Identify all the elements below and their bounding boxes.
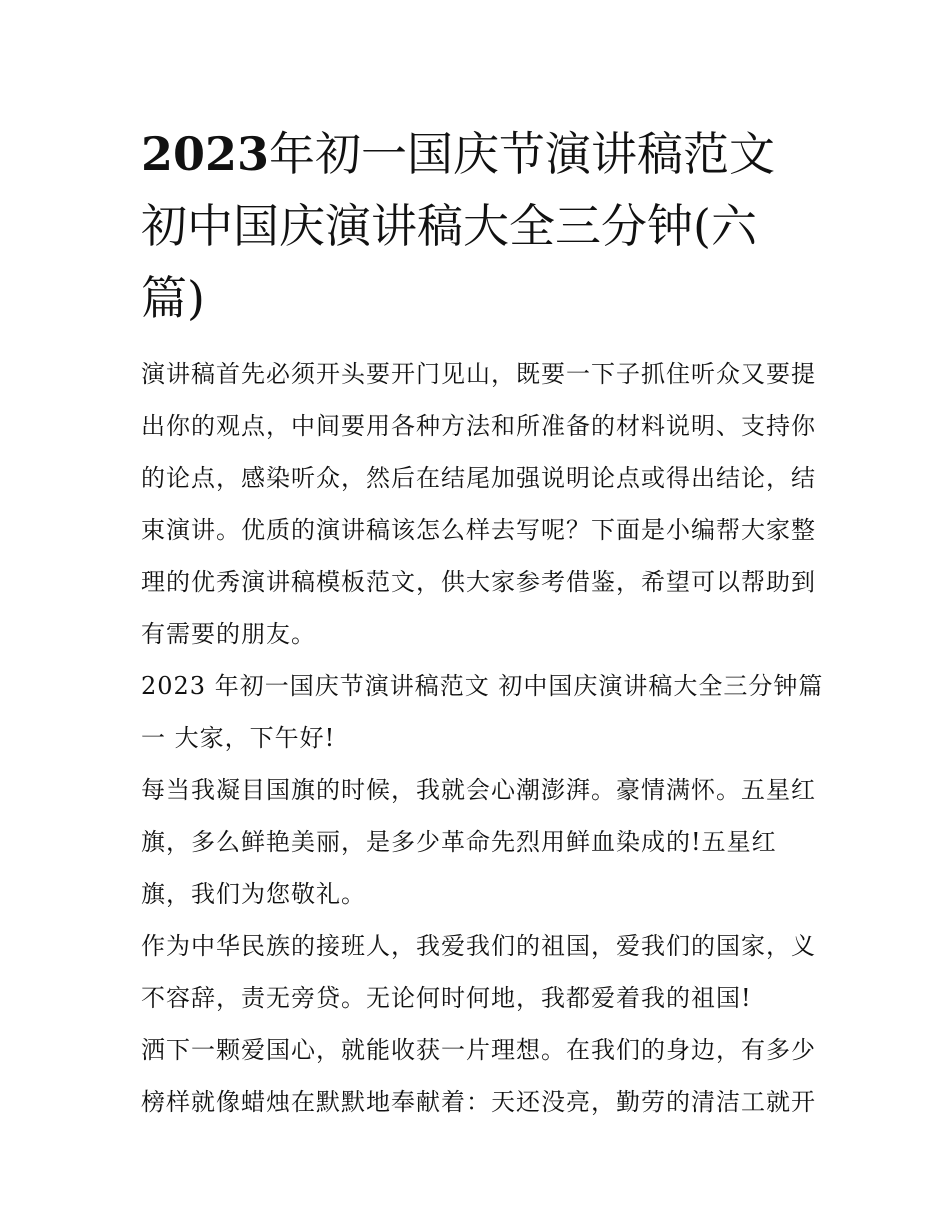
text-line: 每当我凝目国旗的时候，我就会心潮澎湃。豪情满怀。五星红 xyxy=(141,776,816,804)
paragraph-intro xyxy=(141,348,816,660)
text-line: 旗，多么鲜艳美丽，是多少革命先烈用鲜血染成的!五星红 xyxy=(141,828,777,856)
text-line: 出你的观点，中间要用各种方法和所准备的材料说明、支持你 xyxy=(141,412,816,440)
document-title xyxy=(141,118,813,334)
text-line: 作为中华民族的接班人，我爱我们的祖国，爱我们的国家，义 xyxy=(141,932,816,960)
title-line-3: 篇) xyxy=(141,271,205,325)
title-line-1-text: 年初一国庆节演讲稿范文 xyxy=(269,127,776,181)
text-line: 2023 年初一国庆节演讲稿范文 初中国庆演讲稿大全三分钟篇 xyxy=(141,672,824,700)
title-year: 2023 xyxy=(141,127,270,181)
document-page xyxy=(141,118,824,1128)
paragraph-successor xyxy=(141,920,816,1024)
text-line: 理的优秀演讲稿模板范文，供大家参考借鉴，希望可以帮助到 xyxy=(141,568,816,596)
paragraph-section-heading xyxy=(141,660,824,764)
text-line: 的论点，感染听众，然后在结尾加强说明论点或得出结论，结 xyxy=(141,464,816,492)
text-line: 有需要的朋友。 xyxy=(141,620,316,648)
text-line: 洒下一颗爱国心，就能收获一片理想。在我们的身边，有多少 xyxy=(141,1036,816,1064)
text-line: 不容辞，责无旁贷。无论何时何地，我都爱着我的祖国! xyxy=(141,984,752,1012)
text-line: 演讲稿首先必须开头要开门见山，既要一下子抓住听众又要提 xyxy=(141,360,816,388)
text-line: 榜样就像蜡烛在默默地奉献着：天还没亮，勤劳的清洁工就开 xyxy=(141,1088,816,1116)
text-line: 一 大家，下午好! xyxy=(141,724,336,752)
paragraph-flag xyxy=(141,764,816,920)
title-line-2: 初中国庆演讲稿大全三分钟(六 xyxy=(141,199,757,253)
paragraph-patriotism xyxy=(141,1024,816,1128)
document-body xyxy=(141,348,824,1128)
title-line-1 xyxy=(141,118,813,190)
text-line: 束演讲。优质的演讲稿该怎么样去写呢？下面是小编帮大家整 xyxy=(141,516,816,544)
text-line: 旗，我们为您敬礼。 xyxy=(141,880,366,908)
